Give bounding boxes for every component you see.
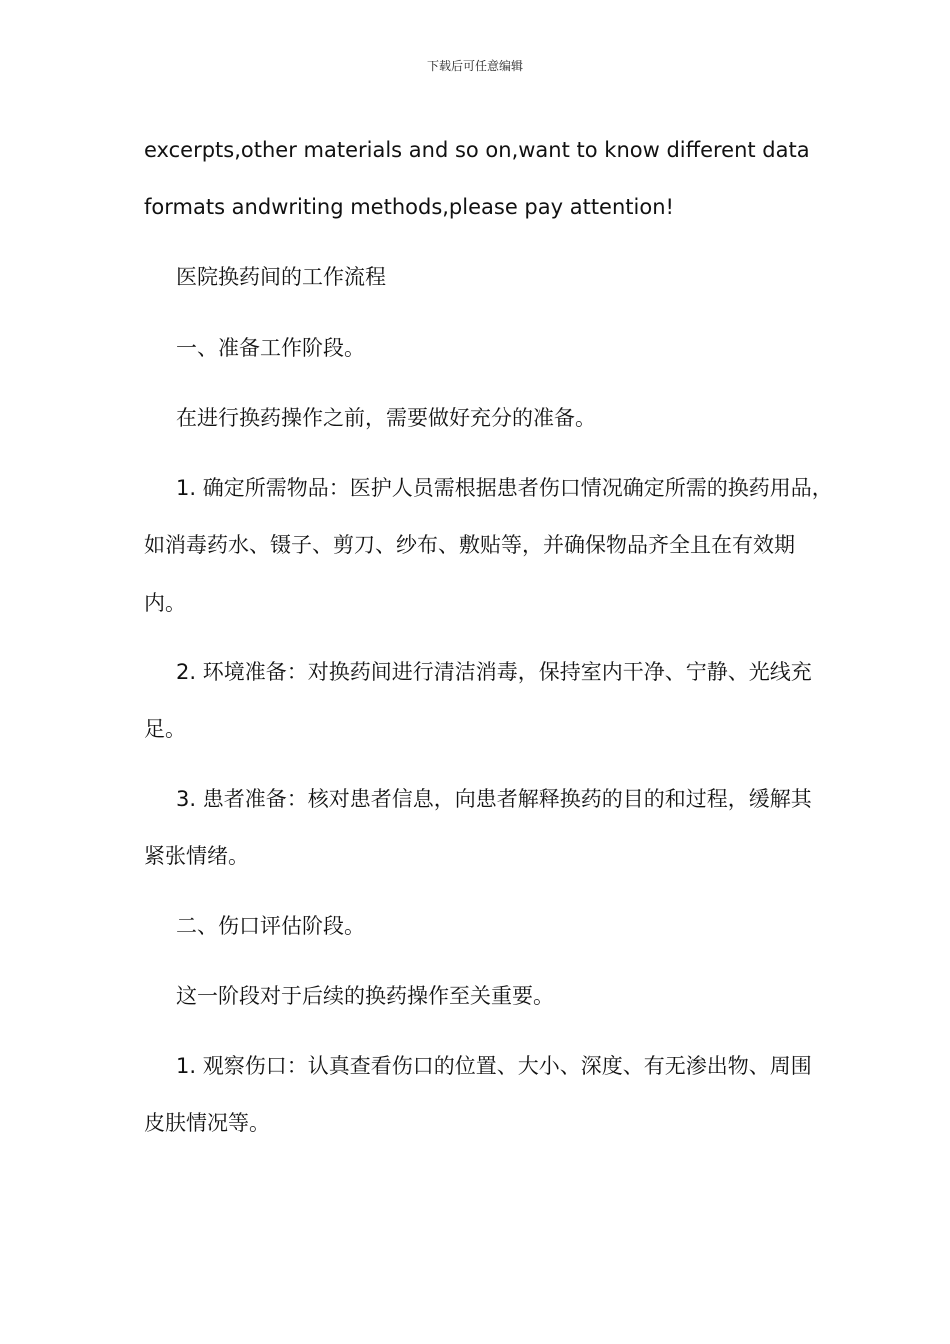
item-1-1-line-3: 内。 [144,591,186,615]
item-1-2-line-2: 足。 [144,717,186,741]
item-1-1-line-2: 如消毒药水、镊子、剪刀、纱布、敷贴等，并确保物品齐全且在有效期 [144,533,795,557]
section-intro-1: 在进行换药操作之前，需要做好充分的准备。 [176,406,596,430]
item-2-1-line-2: 皮肤情况等。 [144,1111,270,1135]
body-line-english-2: formats andwriting methods,please pay attention! [144,195,674,219]
document-title: 医院换药间的工作流程 [176,265,386,289]
item-1-2-line-1: 2. 环境准备：对换药间进行清洁消毒，保持室内干净、宁静、光线充 [176,660,812,684]
item-2-1-line-1: 1. 观察伤口：认真查看伤口的位置、大小、深度、有无渗出物、周围 [176,1054,812,1078]
item-1-3-line-1: 3. 患者准备：核对患者信息，向患者解释换药的目的和过程，缓解其 [176,787,812,811]
item-1-3-line-2: 紧张情绪。 [144,844,249,868]
item-1-1-line-1: 1. 确定所需物品：医护人员需根据患者伤口情况确定所需的换药用品， [176,476,833,500]
section-intro-2: 这一阶段对于后续的换药操作至关重要。 [176,984,554,1008]
section-heading-2: 二、伤口评估阶段。 [176,914,365,938]
section-heading-1: 一、准备工作阶段。 [176,336,365,360]
body-line-english-1: excerpts,other materials and so on,want to know different data [144,138,810,162]
page-header: 下载后可任意编辑 [426,59,523,73]
